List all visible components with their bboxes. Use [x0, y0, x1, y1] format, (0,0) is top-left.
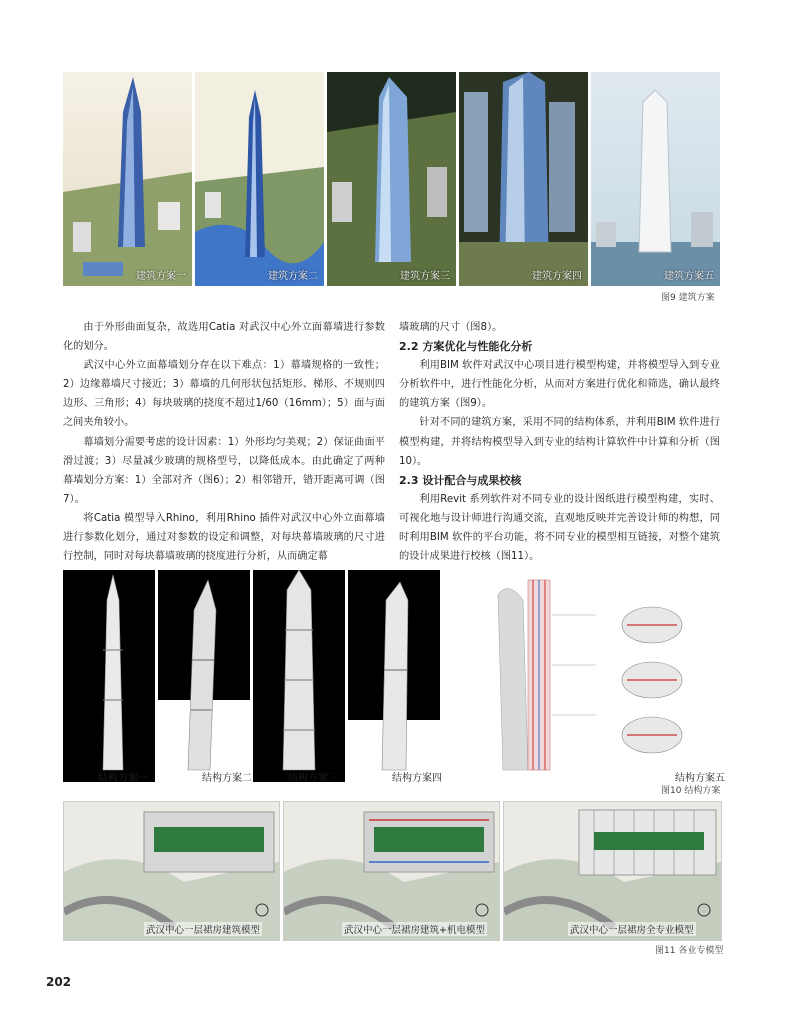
struct-label-2: 结构方案二 — [202, 773, 252, 784]
tower-render-2 — [195, 72, 324, 286]
tower-render-5 — [591, 72, 720, 286]
tower-render-3 — [327, 72, 456, 286]
tower-label-3: 建筑方案三 — [400, 271, 450, 282]
struct-label-5: 结构方案五 — [675, 773, 725, 784]
section-heading-2-2: 2.2 方案优化与性能化分析 — [399, 340, 533, 354]
podium-model-arch-mep — [283, 801, 500, 941]
struct-label-3: 结构方案三 — [288, 773, 338, 784]
right-paragraph-2: 针对不同的建筑方案，采用不同的结构体系，并利用BIM 软件进行模型构建，并将结构模型导入到专业的结构计算软件中计算和分析（图10）。 — [399, 417, 720, 467]
tower-label-1: 建筑方案一 — [136, 271, 186, 282]
right-paragraph-3: 利用Revit 系列软件对不同专业的设计图纸进行模型构建，实时、可视化地与设计师进行沟通交流，直观地反映并完善设计师的构想，同时利用BIM 软件的平台功能，将不同专业的模型相互链接，对整个建筑的设计成果进行校核（图11）。 — [399, 493, 720, 563]
structure-render-5-details — [612, 600, 722, 770]
structure-render-5-section — [478, 575, 608, 775]
left-paragraph-1: 由于外形曲面复杂，故选用Catia 对武汉中心外立面幕墙进行参数化的划分。 — [63, 322, 385, 353]
podium-model-all — [503, 801, 722, 941]
struct-label-4: 结构方案四 — [392, 773, 442, 784]
podium-model-arch — [63, 801, 280, 941]
fig9-caption: 图9 建筑方案 — [661, 293, 715, 303]
section-heading-2-3: 2.3 设计配合与成果校核 — [399, 473, 522, 487]
right-column — [399, 318, 720, 566]
left-paragraph-3: 幕墙划分需要考虑的设计因素：1）外形均匀美观；2）保证曲面平滑过渡；3）尽量减少玻璃的规格型号，以降低成本。由此确定了两种幕墙划分方案：1）全部对齐（图6）；2）相邻错开，错开距离可调（图7）。 — [63, 436, 385, 505]
tower-render-4 — [459, 72, 588, 286]
structure-render-4 — [348, 570, 440, 782]
podium-label-3: 武汉中心一层裙房全专业模型 — [568, 922, 696, 936]
left-column — [63, 318, 385, 566]
fig11-caption: 图11 各业专模型 — [655, 946, 724, 956]
tower-label-5: 建筑方案五 — [664, 271, 714, 282]
left-paragraph-2: 武汉中心外立面幕墙划分存在以下难点：1）幕墙规格的一致性；2）边缘幕墙尺寸接近；3）幕墙的几何形状包括矩形、梯形、不规则四边形、三角形；4）每块玻璃的挠度不超过1/60（16mm）；5）面与面之间夹角较小。 — [63, 360, 385, 429]
structure-render-1 — [63, 570, 155, 782]
page-number: 202 — [46, 975, 72, 989]
tower-label-4: 建筑方案四 — [532, 271, 582, 282]
tower-label-2: 建筑方案二 — [268, 271, 318, 282]
fig10-caption: 图10 结构方案 — [661, 786, 721, 796]
tower-render-1 — [63, 72, 192, 286]
left-paragraph-4: 将Catia 模型导入Rhino，利用Rhino 插件对武汉中心外立面幕墙进行参数化划分，通过对参数的设定和调整，对每块幕墙玻璃的尺寸进行控制，同时对每块幕墙玻璃的挠度进行分析，从而确定幕 — [63, 512, 385, 563]
struct-label-1: 结构方案一 — [98, 773, 148, 784]
right-paragraph-1: 利用BIM 软件对武汉中心项目进行模型构建，并将模型导入到专业分析软件中，进行性能化分析，从而对方案进行优化和筛选，确认最终的建筑方案（图9）。 — [399, 360, 720, 410]
structure-render-3 — [253, 570, 345, 782]
structure-render-2 — [158, 570, 250, 782]
podium-label-1: 武汉中心一层裙房建筑模型 — [144, 922, 262, 936]
podium-label-2: 武汉中心一层裙房建筑+机电模型 — [342, 922, 487, 936]
right-paragraph-0: 墙玻璃的尺寸（图8）。 — [399, 322, 503, 333]
